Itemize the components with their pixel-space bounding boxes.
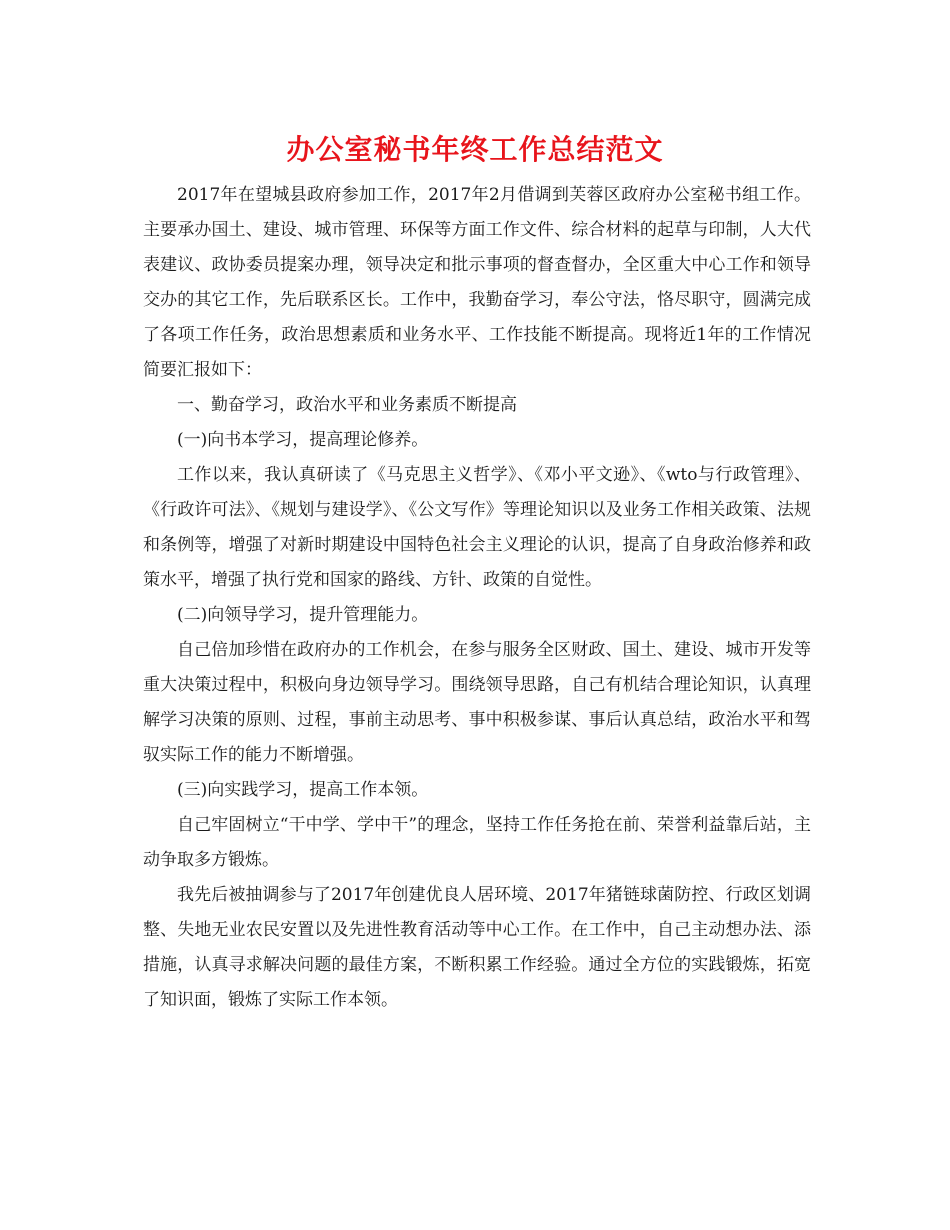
subheading-1: (一)向书本学习，提高理论修养。	[177, 430, 429, 450]
document-title: 办公室秘书年终工作总结范文	[286, 133, 664, 166]
subheading-2: (二)向领导学习，提升管理能力。	[177, 605, 429, 625]
section-heading-1: 一、勤奋学习，政治水平和业务素质不断提高	[177, 395, 517, 415]
paragraph-projects: 我先后被抽调参与了2017年创建优良人居环境、2017年猪链球菌防控、行政区划调整、失地无业农民安置以及先进性教育活动等中心工作。在工作中，自己主动想办法、添措施，认真寻求解决问题的最佳方案，不断积累工作经验。通过全方位的实践锻炼，拓宽了知识面，锻炼了实际工作本领。	[143, 885, 811, 1010]
paragraph-leaders: 自己倍加珍惜在政府办的工作机会，在参与服务全区财政、国土、建设、城市开发等重大决策过程中，积极向身边领导学习。围绕领导思路，自己有机结合理论知识，认真理解学习决策的原则、过程，事前主动思考、事中积极参谋、事后认真总结，政治水平和驾驭实际工作的能力不断增强。	[143, 640, 811, 765]
paragraph-practice: 自己牢固树立“干中学、学中干”的理念，坚持工作任务抢在前、荣誉利益靠后站，主动争取多方锻炼。	[143, 815, 811, 870]
paragraph-books: 工作以来，我认真研读了《马克思主义哲学》、《邓小平文逊》、《wto与行政管理》、《行政许可法》、《规划与建设学》、《公文写作》等理论知识以及业务工作相关政策、法规和条例等，增强了对新时期建设中国特色社会主义理论的认识，提高了自身政治修养和政策水平，增强了执行党和国家的路线、方针、政策的自觉性。	[143, 465, 811, 590]
paragraph-intro: 2017年在望城县政府参加工作，2017年2月借调到芙蓉区政府办公室秘书组工作。主要承办国土、建设、城市管理、环保等方面工作文件、综合材料的起草与印制，人大代表建议、政协委员提案办理，领导决定和批示事项的督查督办，全区重大中心工作和领导交办的其它工作，先后联系区长。工作中，我勤奋学习，奉公守法，恪尽职守，圆满完成了各项工作任务，政治思想素质和业务水平、工作技能不断提高。现将近1年的工作情况简要汇报如下：	[143, 185, 811, 380]
document-body	[143, 178, 811, 1018]
subheading-3: (三)向实践学习，提高工作本领。	[177, 780, 429, 800]
